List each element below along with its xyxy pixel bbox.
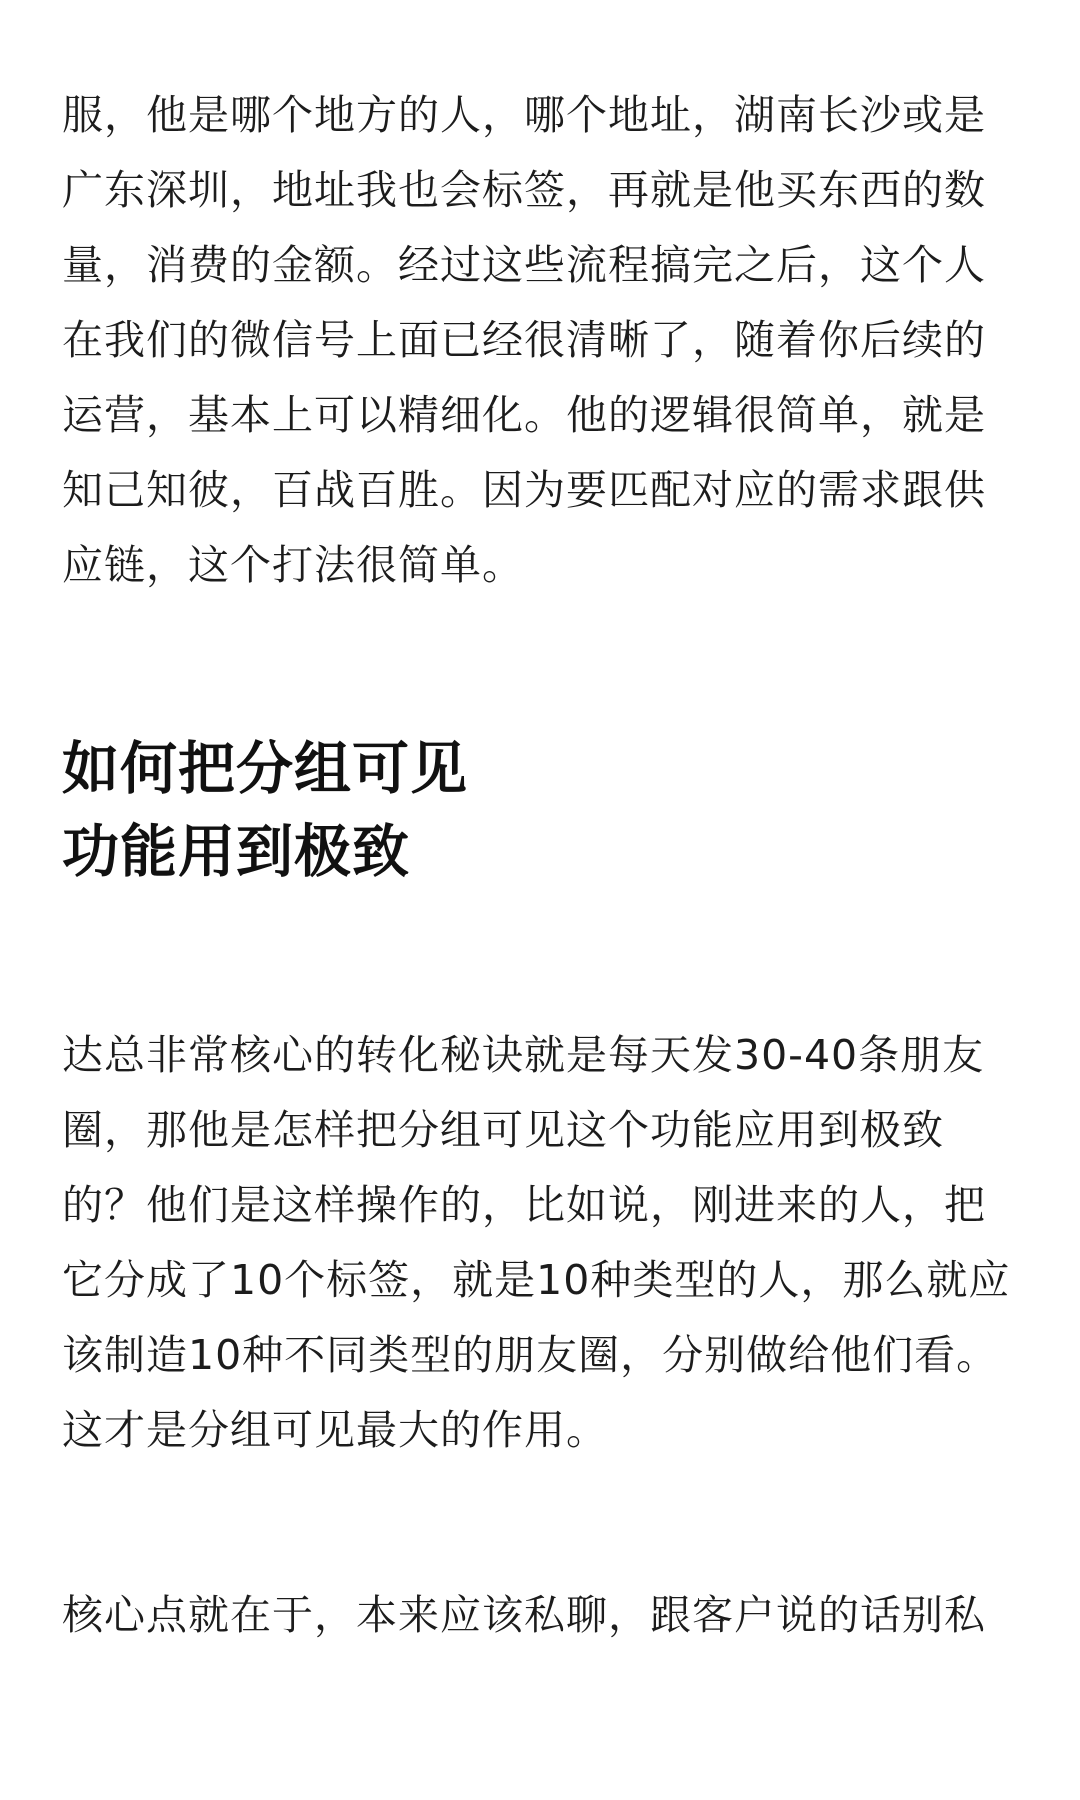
section-heading-line-1: 如何把分组可见 xyxy=(62,736,468,802)
paragraph-customer-tagging: 服，他是哪个地方的人，哪个地址，湖南长沙或是广东深圳，地址我也会标签，再就是他买东西的数量，消费的金额。经过这些流程搞完之后，这个人在我们的微信号上面已经很清晰了，随着你后续的运营，基本上可以精细化。他的逻辑很简单，就是知己知彼，百战百胜。因为要匹配对应的需求跟供应链，这个打法很简单。 xyxy=(62,91,986,589)
section-heading-line-2: 功能用到极致 xyxy=(62,819,410,885)
section-heading xyxy=(62,728,1022,894)
paragraph-core-point: 核心点就在于，本来应该私聊，跟客户说的话别私 xyxy=(62,1591,986,1639)
paragraph-group-visibility: 达总非常核心的转化秘诀就是每天发30-40条朋友圈，那他是怎样把分组可见这个功能应用到极致的？他们是这样操作的，比如说，刚进来的人，把它分成了10个标签，就是10种类型的人，那么就应该制造10种不同类型的朋友圈，分别做给他们看。这才是分组可见最大的作用。 xyxy=(62,1031,1011,1454)
